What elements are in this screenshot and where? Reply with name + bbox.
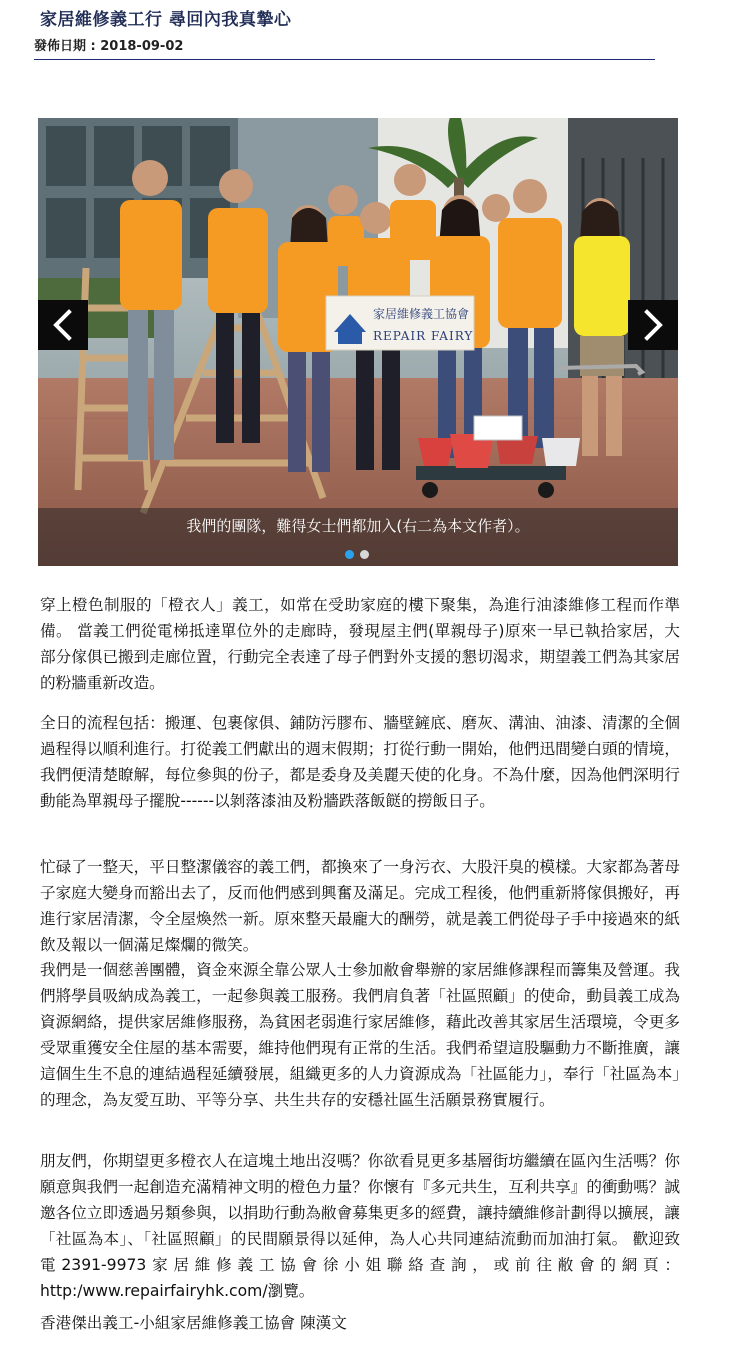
slide-caption-bar xyxy=(38,508,678,544)
chevron-right-icon xyxy=(628,300,678,350)
article-paragraph: 全日的流程包括：搬運、包裹傢俱、鋪防污膠布、牆壁鏟底、磨灰、溝油、油漆、清潔的全個過程得以順利進行。打從義工們獻出的週末假期；打從行動一開始，他們迅間變白頭的情境，我們便清楚瞭解，每位參與的份子，都是委身及美麗天使的化身。不為什麼，因為他們深明行動能為單親母子擺脫------以剝落漆油及粉牆跌落飯餸的撈飯日子。 xyxy=(40,714,680,810)
banner-logo-text: 家居維修義工協會 xyxy=(373,307,470,321)
article-paragraph: 忙碌了一整天，平日整潔儀容的義工們，都換來了一身污衣、大股汗臭的模樣。大家都為著母子家庭大變身而豁出去了，反而他們感到興奮及滿足。完成工程後，他們重新將傢俱搬好，再進行家居清潔，令全屋煥然一新。原來整天最龐大的酬勞，就是義工們從母子手中接過來的紙飲及報以一個滿足燦爛的微笑。 xyxy=(40,858,680,954)
slide-caption: 我們的團隊，難得女士們都加入(右二為本文作者）。 xyxy=(186,517,530,535)
photo-slideshow[interactable] xyxy=(38,118,678,566)
article-paragraph: 我們是一個慈善團體，資金來源全靠公眾人士參加敝會舉辦的家居維修課程而籌集及營運。我們將學員吸納成為義工，一起參與義工服務。我們肩負著「社區照顧」的使命，動員義工成為資源網絡，提供家居維修服務，為貧困老弱進行家居維修，藉此改善其家居生活環境，令更多受眾重獲安全住屋的基本需要，維持他們現有正常的生活。我們希望這股驅動力不斷推廣，讓這個生生不息的連結過程延續發展，組織更多的人力資源成為「社區能力」，奉行「社區為本」的理念，為友愛互助、平等分享、共生共存的安穩社區生活願景務實履行。 xyxy=(40,961,680,1109)
publish-date: 發佈日期 : 2018-09-02 xyxy=(34,39,184,54)
slide-dot-active[interactable] xyxy=(345,550,354,559)
slideshow-prev-button[interactable] xyxy=(38,300,88,350)
slide-indicator xyxy=(38,544,678,566)
team-photo xyxy=(38,118,678,566)
article-paragraph: 穿上橙色制服的「橙衣人」義工，如常在受助家庭的樓下聚集，為進行油漆維修工程而作準備。 當義工們從電梯抵達單位外的走廊時，發現屋主們(單親母子)原來一早已執拾家居，大部分傢俱已搬到走廊位置，行動完全表達了母子們對外支援的懇切渴求，期望義工們為其家居的粉牆重新改造。 xyxy=(40,596,680,692)
title-divider xyxy=(34,59,655,60)
slideshow-next-button[interactable] xyxy=(628,300,678,350)
banner-logo-text-en: REPAIR FAIRY xyxy=(373,329,474,343)
slide-dot[interactable] xyxy=(360,550,369,559)
article-paragraph: 朋友們，你期望更多橙衣人在這塊土地出沒嗎？你欲看見更多基層街坊繼續在區內生活嗎？你願意與我們一起創造充滿精神文明的橙色力量？你懷有『多元共生，互利共享』的衝動嗎？誠邀各位立即透過另類參與，以捐助行動為敝會募集更多的經費，讓持續維修計劃得以擴展，讓「社區為本」、「社區照顧」的民間願景得以延伸，為人心共同連結流動而加油打氣。 歡迎致電2391-9973家居維修義工協會徐小姐聯絡查詢，或前往敝會的網頁：http:/www.repairfairyhk.com/瀏覽。 xyxy=(40,1152,680,1300)
author-signature: 香港傑出義工-小組家居維修義工協會 陳漢文 xyxy=(40,1314,347,1332)
chevron-left-icon xyxy=(38,300,88,350)
article-title: 家居維修義工行 尋回內我真摯心 xyxy=(40,10,292,30)
